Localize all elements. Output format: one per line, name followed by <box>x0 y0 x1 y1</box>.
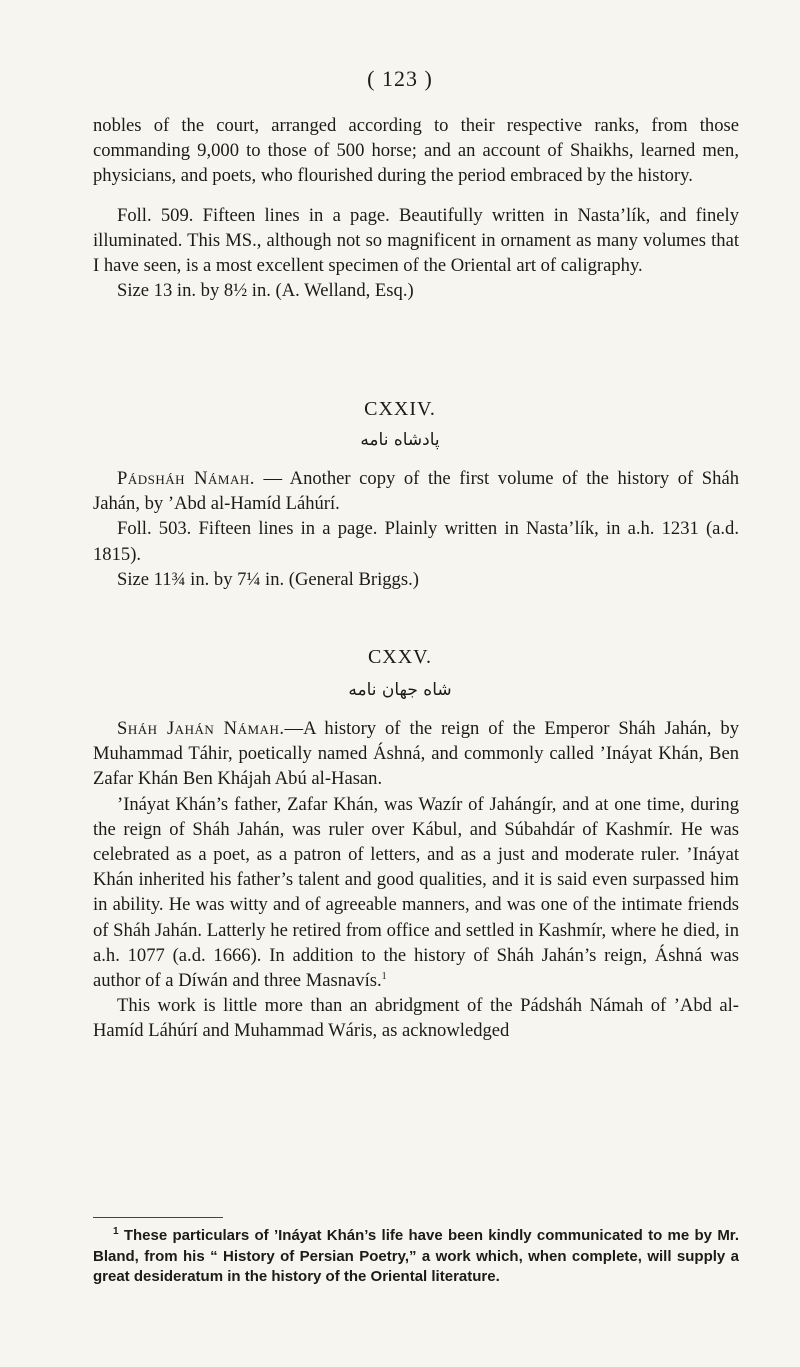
entry-124-foll: Foll. 503. Fifteen lines in a page. Plainly written in Nasta’lík, in a.h. 1231 (a.d. 1815). <box>93 518 739 565</box>
entry-124-title: Pádsháh Námah. <box>117 468 255 489</box>
entry-125-description-text: —A history of the reign of the Emperor Sháh Jahán, by Muhammad Táhir, poetically named Áshná, and commonly called ’Ináyat Khán, Ben Zafar Khán Ben Khájah Abú al-Hasan. <box>93 718 739 790</box>
entry-125-description <box>93 716 739 792</box>
footnote-reference[interactable]: 1 <box>381 970 387 982</box>
intro-section <box>93 113 739 303</box>
intro-paragraph: nobles of the court, arranged according to their respective ranks, from those commanding 9,000 to those of 500 horse; and an account of Shaikhs, learned men, physicians, and poets, who flourished during the period embraced by the history. <box>93 115 739 187</box>
entry-125-numeral: CXXV. <box>367 646 433 668</box>
entry-125-persian-title: شاه جهان نامه <box>348 680 452 700</box>
entry-125-title: Sháh Jahán Námah. <box>117 718 285 739</box>
footnote <box>93 1226 739 1288</box>
entry-124-numeral: CXXIV. <box>364 398 436 420</box>
entry-125-paragraph-1-text: ’Ináyat Khán’s father, Zafar Khán, was Wazír of Jahángír, and at one time, during the reign of Sháh Jahán, was ruler over Kábul, and Súbahdár of Kashmír. He was celebrated as a poet, as a patron of letters, and as a just and moderate ruler. ’Ináyat Khán inherited his father’s talent and good qualities, and it is said even surpassed him in ability. He was witty and of agreeable manners, and was one of the intimate friends of Sháh Jahán. Latterly he retired from office and settled in Kashmír, where he died, in a.h. 1077 (a.d. 1666). In addition to the history of Sháh Jahán’s reign, Áshná was author of a Díwán and three Masnavís. <box>93 793 739 992</box>
entry-124-description <box>93 466 739 516</box>
footnote-marker: 1 <box>113 1226 119 1237</box>
footnote-divider <box>93 1217 223 1218</box>
footnote-text: These particulars of ’Ináyat Khán’s life have been kindly communicated to me by Mr. Bland, from his “ History of Persian Poetry,” a work which, when complete, will supply a great desideratum in the history of the Oriental literature. <box>93 1227 739 1286</box>
entry-124-size: Size 11¾ in. by 7¼ in. (General Briggs.) <box>117 568 419 590</box>
entry-125-paragraph-2: This work is little more than an abridgment of the Pádsháh Námah of ’Abd al-Hamíd Láhúrí and Muhammad Wáris, as acknowledged <box>93 995 739 1042</box>
page-number: ( 123 ) <box>367 66 433 91</box>
entry-124-section <box>93 466 739 592</box>
entry-124-description-text: — Another copy of the first volume of the history of Sháh Jahán, by ’Abd al-Hamíd Láhúrí. <box>93 468 739 515</box>
entry-125-paragraph-1 <box>93 792 739 994</box>
entry-124-persian-title: پادشاه نامه <box>360 430 440 450</box>
intro-foll: Foll. 509. Fifteen lines in a page. Beautifully written in Nasta’lík, and finely illuminated. This MS., although not so magnificent in ornament as many volumes that I have seen, is a most excellent specimen of the Oriental art of caligraphy. <box>93 204 739 277</box>
entry-125-section <box>93 716 739 1044</box>
intro-size: Size 13 in. by 8½ in. (A. Welland, Esq.) <box>117 280 414 302</box>
